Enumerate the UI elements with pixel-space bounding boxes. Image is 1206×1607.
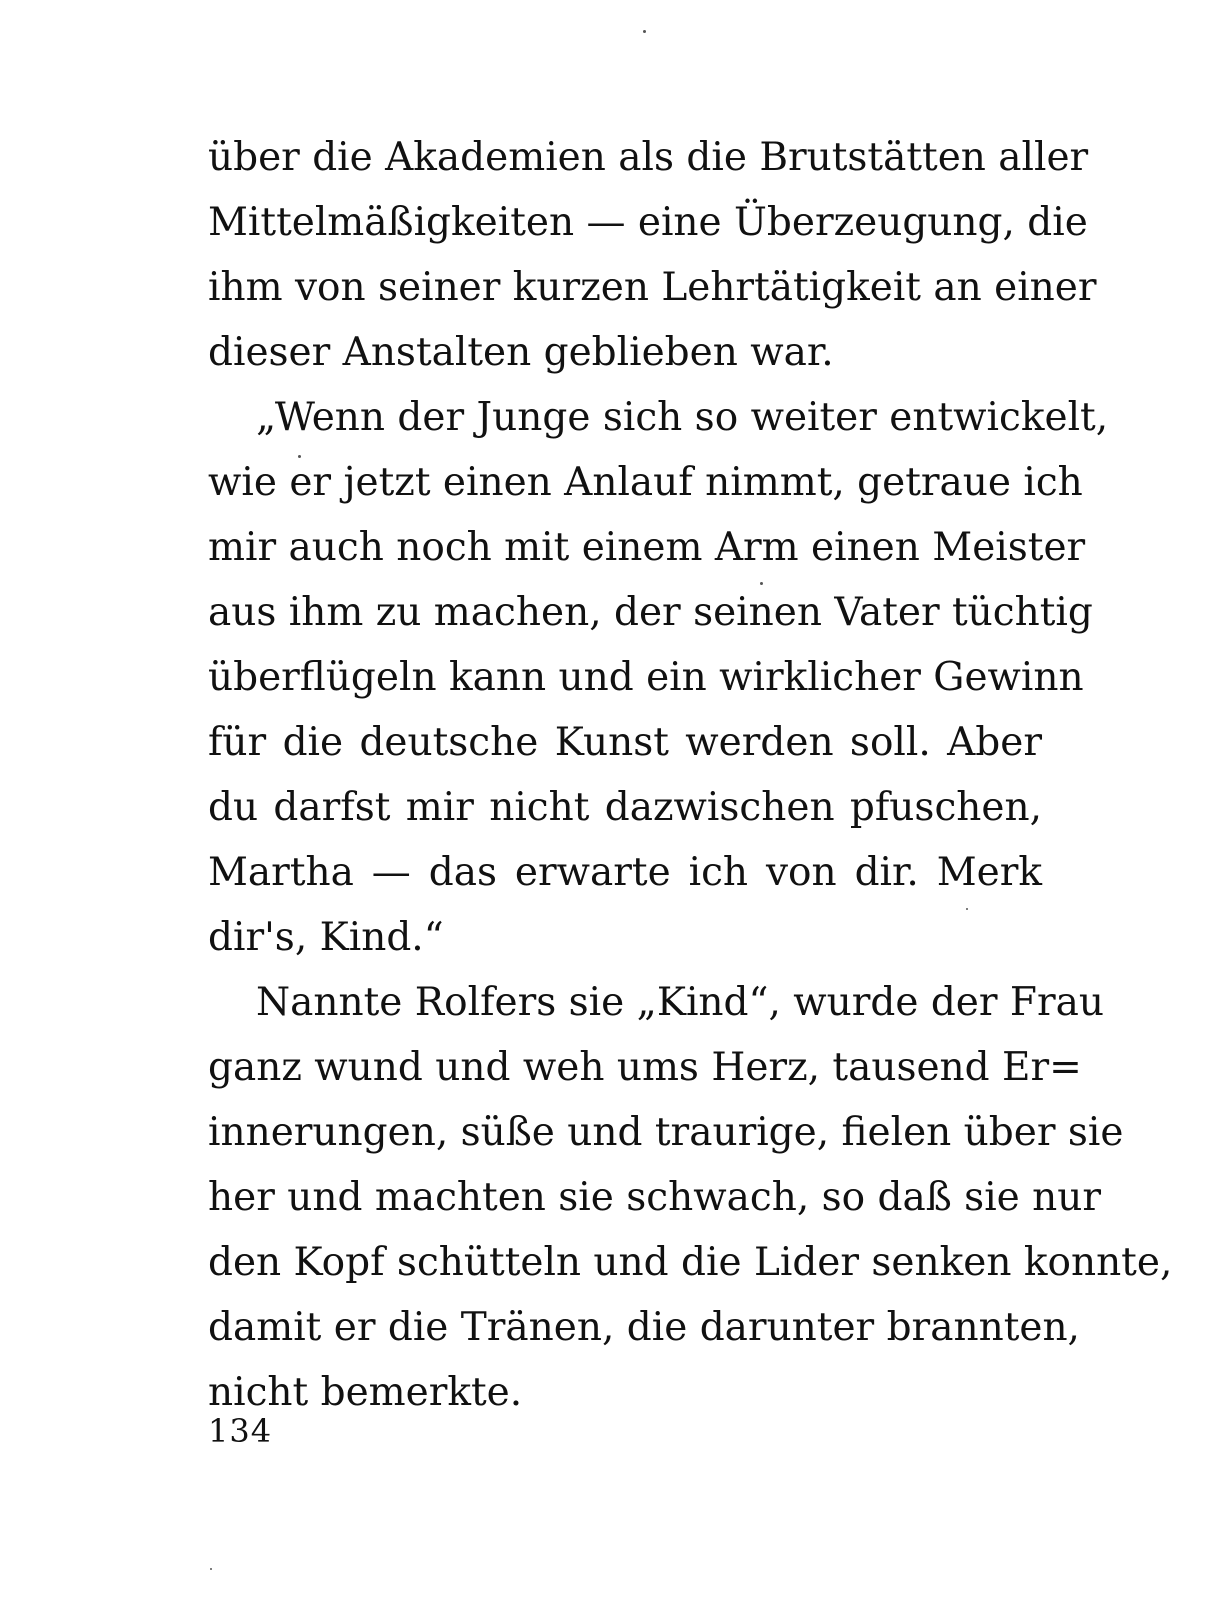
paragraph-2: [208, 385, 1109, 970]
paragraph-1: [208, 125, 1097, 385]
page-number: 134: [208, 1412, 273, 1450]
scan-speck: [210, 1568, 212, 1570]
text-line: dir's, Kind.“: [208, 915, 444, 960]
text-line: den Kopf schütteln und die Lider senken konnte,: [208, 1240, 1173, 1285]
paragraph-3: [208, 970, 1173, 1425]
text-line: über die Akademien als die Brutstätten aller: [208, 135, 1089, 180]
text-line: überflügeln kann und ein wirklicher Gewinn: [208, 655, 1084, 700]
text-line: innerungen, süße und traurige, fielen über sie: [208, 1110, 1124, 1155]
text-line: dieser Anstalten geblieben war.: [208, 330, 834, 375]
text-line: du darfst mir nicht dazwischen pfuschen,: [208, 785, 1042, 830]
scan-speck: [298, 455, 301, 458]
text-line: her und machten sie schwach, so daß sie nur: [208, 1175, 1102, 1220]
text-line: damit er die Tränen, die darunter brannten,: [208, 1305, 1080, 1350]
text-line: wie er jetzt einen Anlauf nimmt, getraue ich: [208, 460, 1083, 505]
text-line: ganz wund und weh ums Herz, tausend Er=: [208, 1045, 1082, 1090]
text-line: Martha — das erwarte ich von dir. Merk: [208, 850, 1042, 895]
text-line: ihm von seiner kurzen Lehrtätigkeit an einer: [208, 265, 1097, 310]
scan-speck: [966, 908, 968, 910]
text-line: Nannte Rolfers sie „Kind“, wurde der Frau: [256, 980, 1104, 1025]
text-line: aus ihm zu machen, der seinen Vater tüchtig: [208, 590, 1093, 635]
scan-speck: [760, 582, 763, 585]
scan-speck: [643, 30, 646, 33]
text-line: Mittelmäßigkeiten — eine Überzeugung, die: [208, 200, 1088, 245]
body-text: [208, 125, 1173, 1425]
text-line: für die deutsche Kunst werden soll. Aber: [208, 720, 1042, 765]
text-line: „Wenn der Junge sich so weiter entwickelt,: [256, 395, 1109, 440]
text-line: nicht bemerkte.: [208, 1370, 523, 1415]
text-line: mir auch noch mit einem Arm einen Meister: [208, 525, 1086, 570]
